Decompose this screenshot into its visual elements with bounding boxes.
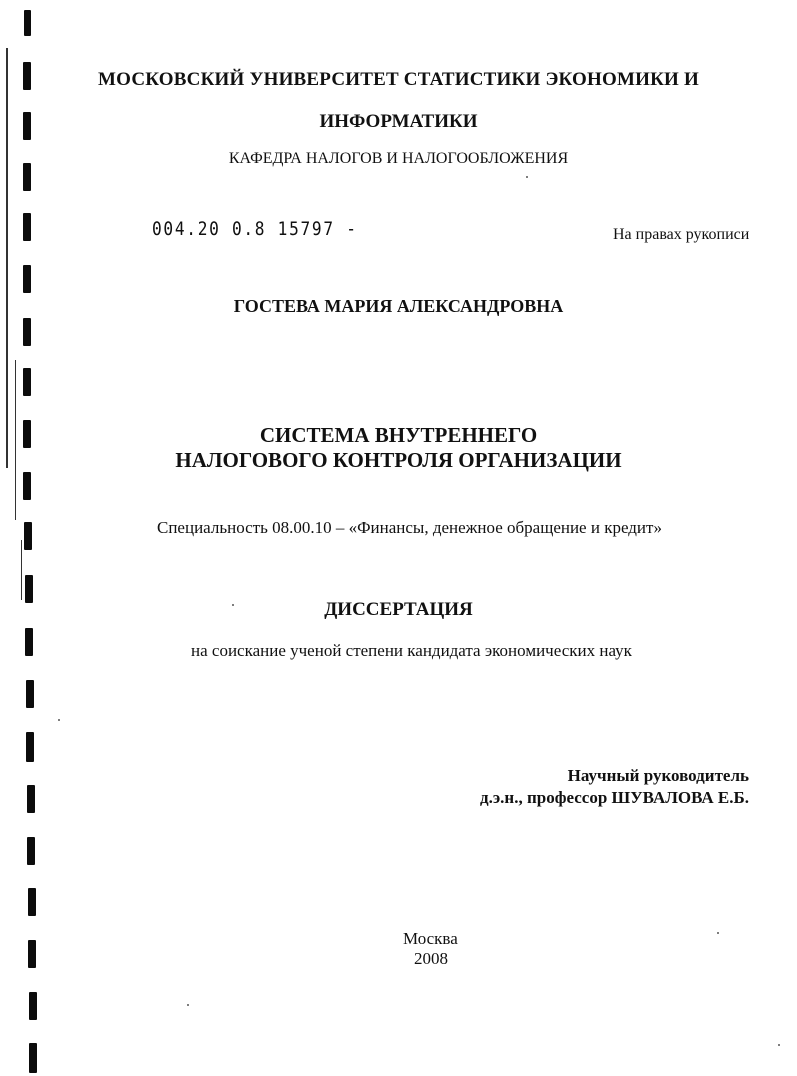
department-name: КАФЕДРА НАЛОГОВ И НАЛОГООБЛОЖЕНИЯ: [228, 150, 569, 167]
binding-mark: [28, 888, 36, 916]
university-name-line-2: ИНФОРМАТИКИ: [319, 111, 478, 132]
binding-mark: [24, 522, 32, 550]
catalog-number-stamp: 004.20 0.8 15797 -: [152, 218, 358, 240]
scan-speck: [778, 1044, 780, 1046]
thesis-title-line-2: НАЛОГОВОГО КОНТРОЛЯ ОРГАНИЗАЦИИ: [175, 448, 622, 472]
binding-mark: [29, 992, 37, 1020]
thesis-title-line-1: СИСТЕМА ВНУТРЕННЕГО: [259, 423, 538, 447]
specialty: Специальность 08.00.10 – «Финансы, денежное обращение и кредит»: [157, 518, 662, 537]
binding-mark: [26, 680, 34, 708]
binding-mark: [23, 318, 31, 346]
author-name: ГОСТЕВА МАРИЯ АЛЕКСАНДРОВНА: [233, 296, 564, 316]
binding-mark: [27, 785, 35, 813]
scan-speck: [232, 604, 234, 606]
binding-line: [21, 540, 22, 600]
degree-statement: на соискание ученой степени кандидата экономических наук: [191, 641, 632, 660]
scan-speck: [717, 932, 719, 934]
binding-mark: [28, 940, 36, 968]
binding-mark: [23, 213, 31, 241]
binding-mark: [26, 732, 34, 762]
city: Москва: [403, 929, 458, 948]
year: 2008: [414, 949, 448, 968]
scan-speck: [187, 1004, 189, 1006]
university-name-line-1: МОСКОВСКИЙ УНИВЕРСИТЕТ СТАТИСТИКИ ЭКОНОМИКИ И: [98, 69, 699, 90]
scan-speck: [526, 176, 528, 178]
document-type: ДИССЕРТАЦИЯ: [324, 599, 473, 620]
scan-speck: [58, 719, 60, 721]
binding-mark: [24, 10, 31, 36]
binding-mark: [23, 265, 31, 293]
binding-mark: [23, 472, 31, 500]
rights-note: На правах рукописи: [613, 226, 750, 243]
binding-mark: [23, 368, 31, 396]
binding-mark: [25, 628, 33, 656]
supervisor-label: Научный руководитель: [567, 766, 749, 785]
supervisor-name: д.э.н., профессор ШУВАЛОВА Е.Б.: [479, 788, 749, 807]
binding-mark: [27, 837, 35, 865]
binding-mark: [29, 1043, 37, 1073]
